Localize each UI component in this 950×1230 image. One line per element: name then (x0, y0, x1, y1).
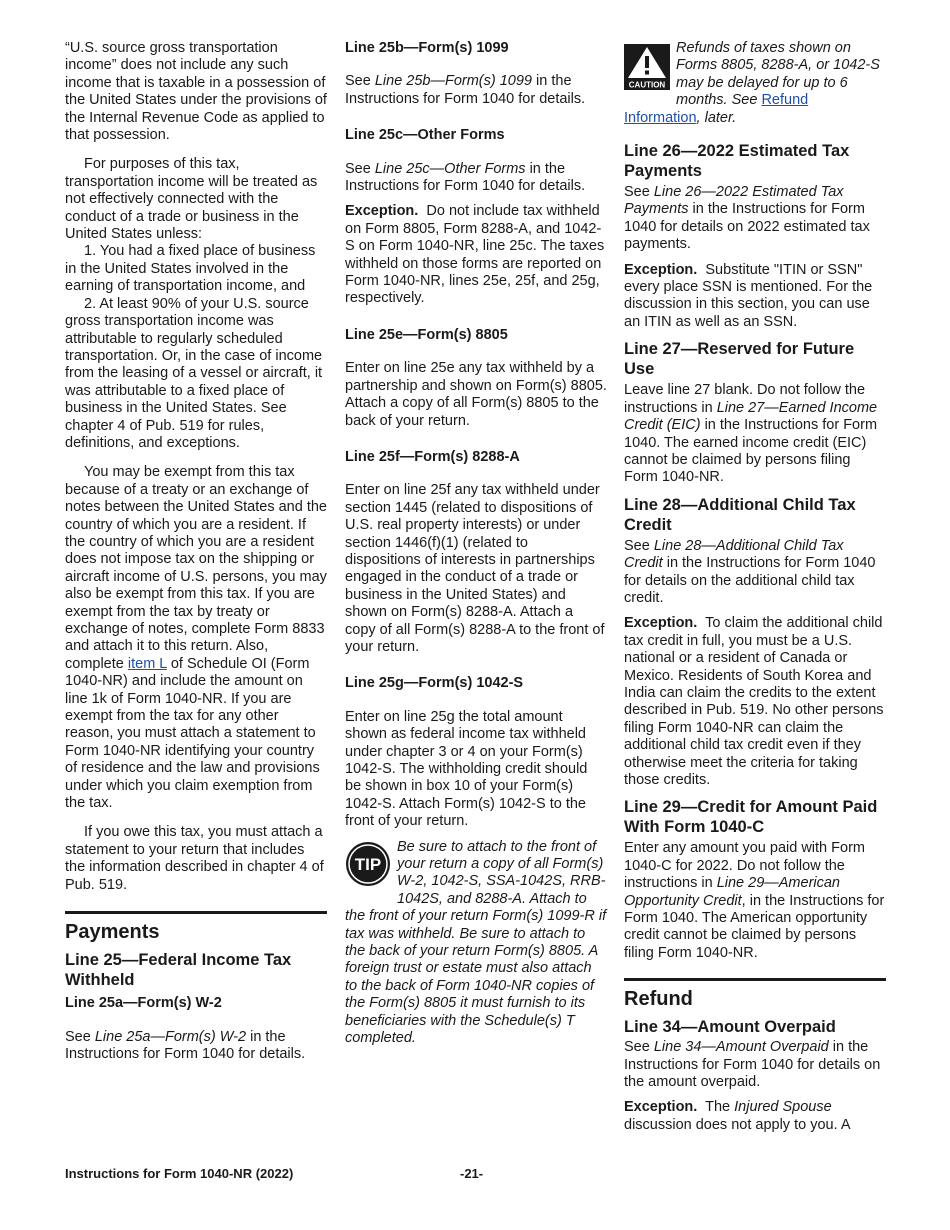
text: See (624, 184, 654, 201)
line25-heading: Line 25—Federal Income Tax Withheld (65, 951, 292, 990)
text: You may be exempt from this tax because of a treaty or an exchange of notes between the United States and the country of which you are a resident. If the country of which you are a resident does not impose tax on the shipping or aircraft income of U.S. persons, you may also be exempt from this tax. If you are exempt from the tax by treaty or exchange of notes, complete Form 8833 and attach it to this return. Also, complete (65, 464, 327, 672)
column-left (65, 40, 327, 1063)
column-right (624, 40, 886, 1134)
caution-text: , later. (696, 109, 737, 126)
tip-label: TIP (354, 854, 382, 874)
text: in the Instructions for Form 1040 for details on 2022 estimated tax payments. (624, 201, 870, 253)
caution-callout (624, 40, 886, 127)
text: in the Instructions for Form 1040. The earned income credit (EIC) cannot be claimed by persons filing Form 1040-NR. (624, 417, 878, 486)
reference: Line 25b—Form(s) 1099 (374, 73, 533, 90)
text: See (624, 537, 654, 554)
paragraph (624, 538, 886, 608)
line34-heading: Line 34—Amount Overpaid (624, 1018, 836, 1037)
line25e-heading: Line 25e—Form(s) 8805 (345, 326, 508, 343)
exception-label: Exception. (345, 203, 419, 220)
footer-form-title: Instructions for Form 1040-NR (2022) (65, 1166, 294, 1181)
reference: Line 29—American Opportunity Credit (624, 875, 841, 909)
line25g-heading: Line 25g—Form(s) 1042-S (345, 675, 524, 692)
paragraph: Enter on line 25g the total amount shown as federal income tax withheld under chapter 3 or 4 on your Form(s) 1042-S. The withholding credit should be shown in box 10 of your Form(s) 1042-S. Attach Form(s) 1042-S to the front of your return. (345, 708, 588, 830)
paragraph (624, 840, 886, 962)
text: See (65, 1028, 95, 1045)
text: See (624, 1039, 654, 1056)
paragraph (65, 464, 327, 812)
section-divider (65, 911, 327, 914)
paragraph (65, 1029, 327, 1064)
line28-heading: Line 28—Additional Child Tax Credit (624, 495, 856, 534)
list-item: 1. You had a fixed place of business in the United States involved in the earning of transportation income, and (65, 243, 316, 295)
exception-paragraph (624, 615, 886, 789)
text: Substitute "ITIN or SSN" every place SSN is mentioned. For the discussion in this section, you can use an ITIN as well as an SSN. (624, 261, 873, 330)
reference: Line 28—Additional Child Tax Credit (624, 537, 844, 572)
reference: Line 26—2022 Estimated Tax Payments (624, 184, 844, 218)
line29-heading: Line 29—Credit for Amount Paid With Form 1040-C (624, 798, 878, 837)
text: in the Instructions for Form 1040 for details. (345, 160, 586, 195)
text: discussion does not apply to you. A (624, 1116, 851, 1133)
text: Do not include tax withheld on Form 8805, Form 8288-A, and 1042-S on Form 1040-NR, line 25c. The taxes withheld on those forms are reported on Form 1040-NR, lines 25e, 25f, and 25g, respectively. (345, 203, 605, 307)
text: in the Instructions for Form 1040 for details on the additional child tax credit. (624, 555, 876, 606)
line25b-heading: Line 25b—Form(s) 1099 (345, 40, 509, 56)
line27-heading: Line 27—Reserved for Future Use (624, 340, 855, 379)
text: Enter any amount you paid with Form 1040-C for 2022. Do not follow the instructions in (624, 840, 865, 892)
paragraph: Enter on line 25e any tax withheld by a partnership and shown on Form(s) 8805. Attach a copy of all Form(s) 8805 to the back of your return. (345, 360, 607, 429)
refund-heading: Refund (624, 988, 693, 1011)
text: in the Instructions for Form 1040 for details on the amount overpaid. (624, 1039, 881, 1091)
column-middle (345, 40, 607, 1048)
list-item: 2. At least 90% of your U.S. source gross transportation income was attributable to regularly scheduled transportation. Or, in the case of income from the leasing of a vessel or aircraft, it was attributable to a fixed place of business in the United States. See chapter 4 of Pub. 519 for rules, definitions, and exceptions. (65, 295, 323, 451)
reference: Line 25c—Other Forms (374, 160, 526, 177)
paragraph (345, 161, 607, 196)
caution-icon (624, 44, 670, 95)
paragraph (624, 184, 886, 254)
text: , in the Instructions for Form 1040. The American opportunity credit cannot be claimed by persons filing Form 1040-NR. (624, 892, 885, 961)
paragraph: If you owe this tax, you must attach a statement to your return that includes the information described in chapter 4 of Pub. 519. (65, 824, 324, 893)
text: See (345, 160, 375, 177)
payments-heading: Payments (65, 921, 160, 944)
paragraph (624, 1039, 886, 1091)
text: See (345, 73, 375, 90)
text: in the Instructions for Form 1040 for details. (345, 73, 586, 107)
reference: Line 25a—Form(s) W-2 (94, 1028, 247, 1045)
exception-label: Exception. (624, 261, 698, 278)
exception-paragraph (345, 203, 607, 307)
text: Leave line 27 blank. Do not follow the instructions in (624, 382, 866, 416)
exception-paragraph (624, 1099, 886, 1134)
caution-text: Refunds of taxes shown on Forms 8805, 8288-A, or 1042-S may be delayed for up to 6 months. See (676, 40, 880, 109)
reference: Injured Spouse (734, 1099, 832, 1116)
exception-label: Exception. (624, 615, 698, 632)
paragraph: “U.S. source gross transportation income” does not include any such income that is taxable in a possession of the United States under the provisions of the Internal Revenue Code as applied to that possession. (65, 40, 327, 144)
reference: Line 34—Amount Overpaid (653, 1039, 829, 1056)
exception-label: Exception. (624, 1099, 698, 1116)
text: in the Instructions for Form 1040 for details. (65, 1028, 306, 1062)
exception-paragraph (624, 262, 886, 332)
page-number: -21- (460, 1166, 484, 1181)
paragraph: Enter on line 25f any tax withheld under section 1445 (related to dispositions of U.S. real property interests) or under section 1446(f)(1) (related to dispositions of interests in partnerships engaged in the conduct of a trade or business in the United States) and shown on Form(s) 8288-A. Attach a copy of all Form(s) 8288-A to the front of your return. (345, 482, 605, 655)
text: The (705, 1099, 735, 1116)
reference: Line 27—Earned Income Credit (EIC) (624, 399, 878, 434)
section-divider (624, 978, 886, 981)
refund-information-link[interactable]: Refund Information (624, 92, 809, 126)
paragraph: For purposes of this tax, transportation income will be treated as not effectively connected with the conduct of a trade or business in the United States unless: (65, 156, 318, 243)
paragraph (624, 382, 886, 486)
line25a-heading: Line 25a—Form(s) W-2 (65, 995, 222, 1012)
line26-heading: Line 26—2022 Estimated Tax Payments (624, 142, 850, 181)
tip-text: Be sure to attach to the front of your return a copy of all Form(s) W-2, 1042-S, SSA-1042S, RRB-1042S, and 8288-A. Attach to the front of your return Form(s) 1099-R if tax was withheld. Be sure to attach to the back of your return Form(s) 8805. A foreign trust or estate must also attach to the back of Form 1040-NR copies of the Form(s) 8805 it must furnish to its beneficiaries with the Schedule(s) T completed. (345, 838, 607, 1047)
paragraph (345, 73, 607, 108)
caution-label: CAUTION (628, 80, 666, 90)
line25f-heading: Line 25f—Form(s) 8288-A (345, 448, 520, 465)
item-l-link[interactable]: item L (127, 655, 167, 672)
text: To claim the additional child tax credit in full, you must be a U.S. national or a resident of Canada or Mexico. Residents of South Korea and India can claim the credits to the extent described in Pub. 519. No other persons filing Form 1040-NR can claim the additional child tax credit even if they otherwise meet the criteria for taking those credits. (624, 615, 884, 788)
tip-callout (345, 839, 607, 1048)
line25c-heading: Line 25c—Other Forms (345, 127, 505, 144)
text: of Schedule OI (Form 1040-NR) and include the amount on line 1k of Form 1040-NR. If you are exempt from the tax for any other reason, you must attach a statement to Form 1040-NR identifying your country of residence and the law and provisions under which you claim exemption from the tax. (65, 655, 320, 812)
tip-icon (345, 841, 391, 892)
